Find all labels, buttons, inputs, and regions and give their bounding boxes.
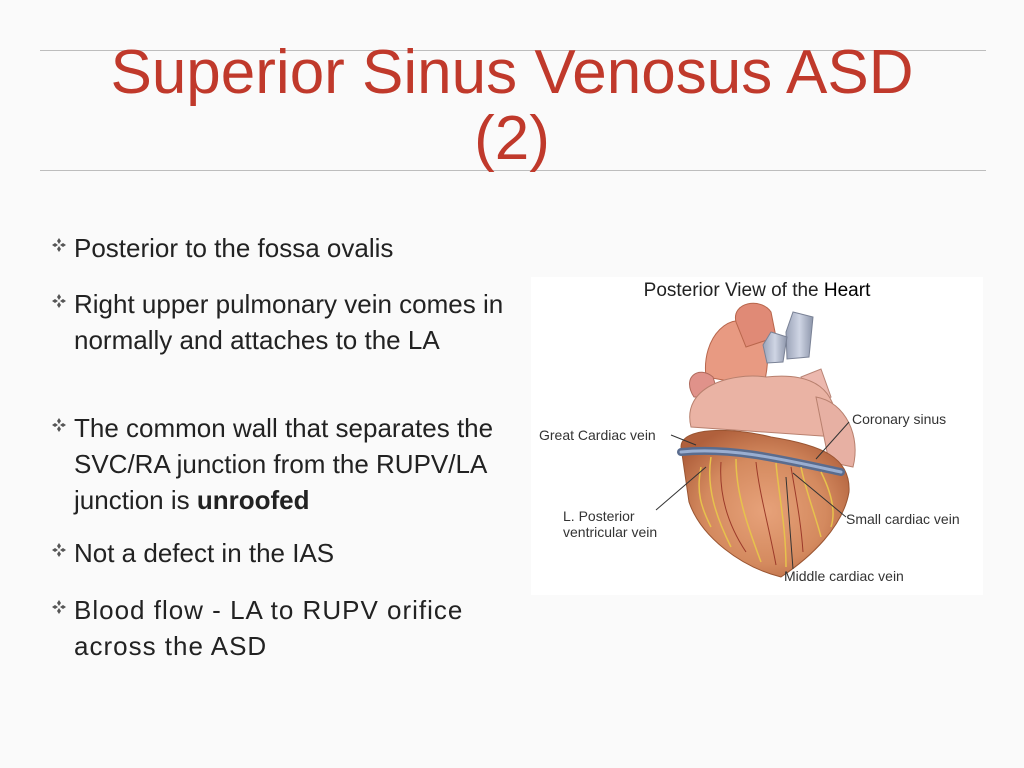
label-middle-cardiac-vein: Middle cardiac vein <box>784 568 904 584</box>
four-diamond-ornament-icon <box>52 238 66 252</box>
label-coronary-sinus: Coronary sinus <box>852 411 947 427</box>
four-diamond-ornament-icon <box>52 600 66 614</box>
label-l-posterior-line2: ventricular vein <box>563 524 658 540</box>
bullet-item <box>52 230 504 266</box>
figure-title <box>531 280 983 302</box>
bullet-text-plain: The common wall that separates the SVC/RA junction from the RUPV/LA junction is <box>74 413 494 515</box>
heart-illustration-figure <box>531 277 983 595</box>
label-small-cardiac-vein: Small cardiac vein <box>846 511 960 527</box>
four-diamond-ornament-icon <box>52 418 66 432</box>
four-diamond-ornament-icon <box>52 543 66 557</box>
bullet-text: Not a defect in the IAS <box>74 538 335 568</box>
label-great-cardiac-vein: Great Cardiac vein <box>539 427 656 443</box>
slide-title-line1: Superior Sinus Venosus ASD <box>110 38 914 107</box>
figure-title-bold: Heart <box>823 280 871 301</box>
bullet-item <box>52 286 504 358</box>
bullet-text: Posterior to the fossa ovalis <box>74 233 394 263</box>
bullet-item <box>52 535 504 571</box>
slide-title <box>0 40 1024 172</box>
bullet-text: Right upper pulmonary vein comes in normally and attaches to the LA <box>74 289 504 355</box>
bullet-text: Blood flow - LA to RUPV orifice across the ASD <box>74 595 464 661</box>
label-l-posterior-ventricular-vein <box>563 508 657 540</box>
slide-title-line2: (2) <box>474 104 550 173</box>
bullet-item <box>52 410 504 518</box>
bullet-text-bold: unroofed <box>196 485 310 515</box>
label-l-posterior-line1: L. Posterior <box>563 508 635 524</box>
bullet-text <box>52 410 504 518</box>
four-diamond-ornament-icon <box>52 294 66 308</box>
figure-title-plain: Posterior View of the <box>643 280 824 301</box>
bullet-item <box>52 592 504 664</box>
